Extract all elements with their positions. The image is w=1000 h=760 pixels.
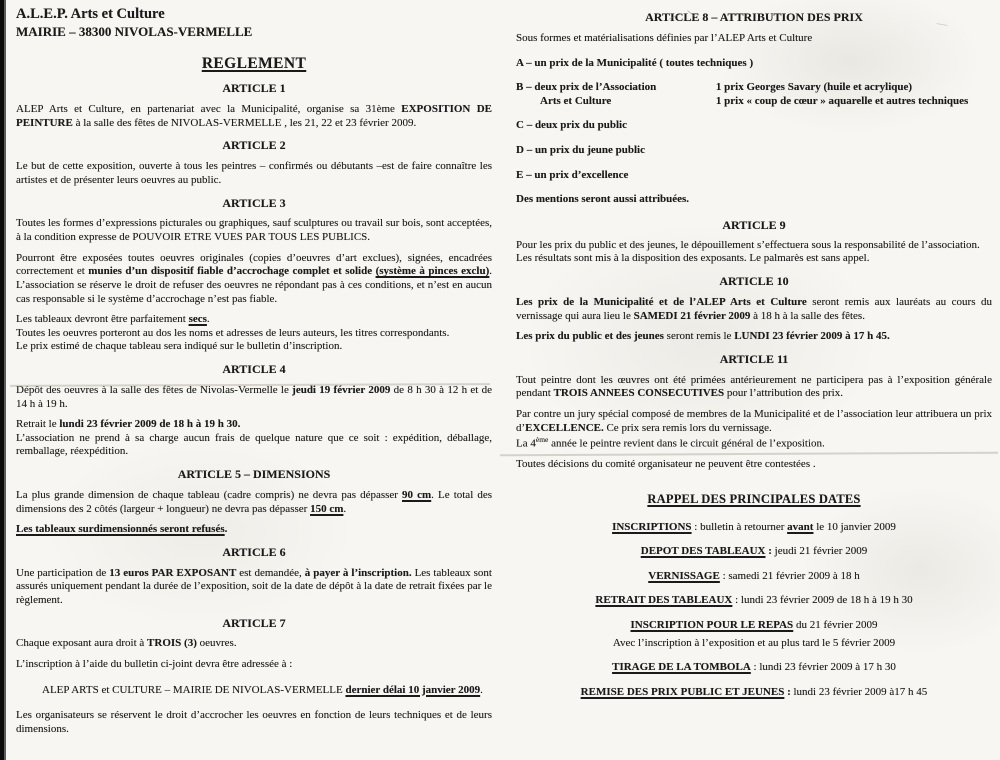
text-segment: Les organisateurs se réservent le droit d’accrocher les oeuvres en fonction de leurs techniques et de leurs dimensions. (16, 709, 492, 735)
text-segment: seront remis aux lauréats au cours du vernissage qui aura lieu le (516, 295, 992, 322)
text-segment: Pour les prix du public et des jeunes, le dépouillement s’effectuera sous la responsabilité de l’association. (516, 238, 980, 251)
text-segment: SAMEDI 21 février 2009 (633, 309, 751, 322)
text-segment: Pourront être exposées toutes oeuvres originales (copies d’oeuvres d’art exclues), signées, encadrées correctement et (16, 251, 492, 278)
text-segment: Les prix de la Municipalité et de l’ALEP Arts et Culture (516, 295, 807, 308)
text-segment: ARTICLE 11 (719, 351, 789, 366)
document-title (16, 54, 492, 73)
text-segment: Retrait le (16, 418, 60, 431)
paragraph (16, 432, 492, 459)
text-segment: LUNDI 23 février 2009 à 17 h 45. (734, 330, 890, 343)
text-segment: : (784, 685, 791, 698)
text-segment: ARTICLE 7 (222, 615, 286, 630)
right-column-text (516, 10, 992, 700)
text-segment: 90 cm (402, 488, 432, 501)
text-segment: Toutes décisions du comité organisateur ne peuvent être contestées . (516, 458, 816, 471)
text-segment: Le but de cette exposition, ouverte à tous les peintres – confirmés ou débutants –est de faire connaître les artistes et de présenter leurs oeuvres au public. (16, 160, 492, 186)
prize-label-line: B – deux prix de l’Association (516, 81, 657, 94)
article-heading (16, 616, 492, 631)
text-segment: ALEP Arts et Culture, en partenariat avec la Municipalité, organise sa 31ème (16, 103, 402, 116)
text-segment: à la salle des fêtes de NIVOLAS-VERMELLE , les 21, 22 et 23 février 2009. (72, 116, 417, 129)
paragraph (516, 169, 992, 183)
text-segment: Les tableaux surdimensionnés seront refusés (16, 523, 225, 536)
text-segment: dernier délai 10 janvier 2009 (345, 683, 481, 696)
paragraph (516, 374, 992, 401)
paragraph (516, 330, 992, 344)
paragraph (16, 418, 492, 432)
article-heading (516, 352, 992, 367)
text-segment: ARTICLE 3 (222, 195, 286, 210)
paragraph (16, 327, 492, 341)
date-depot (516, 545, 992, 559)
dates-section-title (516, 492, 992, 508)
text-segment: Les résultats sont mis à la disposition des exposants. Le palmarès est sans appel. (516, 252, 870, 265)
text-segment: Toutes les oeuvres porteront au dos les noms et adresses de leurs auteurs, les titres correspondants. (16, 326, 450, 339)
text-segment: secs (188, 313, 207, 326)
prize-detail-line: 1 prix Georges Savary (huile et acrylique) (715, 81, 913, 94)
text-segment: . L’association se réserve le droit de refuser des oeuvres ne répondant pas à ces conditions, et n’est en aucun cas responsable si le système d’accrochage n’est pas fiable. (16, 265, 493, 305)
text-segment: ARTICLE 5 – DIMENSIONS (177, 467, 331, 482)
text-segment: Sous formes et matérialisations définies par l’ALEP Arts et Culture (516, 31, 813, 44)
text-segment: VERNISSAGE (648, 569, 720, 582)
text-segment: : lundi 23 février 2009 à 17 h 30 (750, 661, 896, 674)
text-segment: lundi 23 février 2009 à17 h 45 (790, 685, 928, 698)
paragraph (16, 384, 492, 411)
paragraph (16, 340, 492, 354)
return-address (16, 684, 492, 698)
article-heading (16, 81, 492, 96)
text-segment: . (343, 502, 347, 515)
paragraph (16, 313, 492, 327)
text-segment: TROIS (3) (147, 637, 197, 650)
text-segment: A – un prix de la Municipalité ( toutes techniques ) (516, 56, 754, 69)
paragraph (516, 296, 992, 323)
text-segment: ARTICLE 2 (222, 138, 286, 153)
text-segment: jeudi 19 février 2009 (292, 383, 391, 396)
paragraph (16, 217, 492, 244)
text-segment: lundi 23 février 2009 de 18 h à 19 h 30. (59, 418, 241, 431)
left-column (16, 6, 492, 744)
article-heading (516, 274, 992, 289)
text-segment: à payer à l’inscription. (304, 566, 412, 579)
text-segment: Des mentions seront aussi attribuées. (516, 193, 690, 206)
date-remise-prix (516, 686, 992, 700)
paragraph (516, 193, 992, 207)
text-segment: EXPOSITION DE PEINTURE (16, 103, 492, 129)
paragraph (16, 637, 492, 651)
text-segment: Les tableaux sont assurés uniquement pendant la durée de l’exposition, soit de la date de dépôt à la date de retrait fixées par le règlement. (16, 566, 492, 606)
text-segment: est demandée, (236, 566, 305, 579)
text-segment: REMISE DES PRIX PUBLIC ET JEUNES (580, 685, 785, 698)
article-heading (516, 10, 992, 25)
text-segment: Avec l’inscription à l’exposition et au plus tard le 5 février 2009 (612, 636, 896, 649)
org-name: A.L.E.P. Arts et Culture (16, 6, 165, 22)
text-segment: Les prix du public et des jeunes (516, 330, 664, 343)
text-segment: Ce prix sera remis lors du vernissage. (603, 421, 772, 434)
text-segment: ARTICLE 9 (722, 217, 786, 232)
text-segment: 13 euros PAR EXPOSANT (109, 566, 237, 579)
text-segment: REGLEMENT (201, 55, 307, 73)
paragraph (516, 32, 992, 46)
paragraph (516, 239, 992, 253)
paragraph (16, 658, 492, 672)
text-segment: : samedi 21 février 2009 à 18 h (719, 569, 860, 582)
scan-edge-artifact (0, 0, 6, 760)
text-segment: le 10 janvier 2009 (813, 520, 896, 533)
text-segment: D – un prix du jeune public (516, 144, 645, 156)
paragraph (516, 408, 992, 435)
article-heading (516, 218, 992, 233)
date-tombola (516, 661, 992, 675)
text-segment: ARTICLE 6 (222, 544, 286, 559)
text-segment: Dépôt des oeuvres à la salle des fêtes de Nivolas-Vermelle le (16, 383, 293, 396)
text-segment: (système à pinces exclu) (375, 265, 490, 278)
paragraph (516, 57, 992, 71)
text-segment: TIRAGE DE LA TOMBOLA (612, 661, 751, 674)
text-segment: L’association ne prend à sa charge aucun frais de quelque nature que ce soit : expédition, déballage, remballage, réexpédition. (16, 431, 492, 458)
text-segment: à 18 h à la salle des fêtes. (750, 309, 865, 322)
text-segment: Le prix estimé de chaque tableau sera indiqué sur le bulletin d’inscription. (16, 340, 343, 353)
text-segment: RETRAIT DES TABLEAUX (595, 594, 733, 607)
paragraph (16, 252, 492, 307)
article-heading (16, 196, 492, 211)
paragraph (16, 103, 492, 130)
prize-row (516, 81, 992, 108)
paragraph (16, 567, 492, 608)
text-segment: . (206, 313, 210, 326)
text-segment: EXCELLENCE. (525, 421, 604, 434)
text-segment: : bulletin à retourner (691, 520, 788, 533)
text-segment: E – un prix d’excellence (516, 168, 629, 181)
text-segment: munies d’un dispositif fiable d’accrochage complet et solide (88, 265, 373, 278)
text-segment: La plus grande dimension de chaque tableau (cadre compris) ne devra pas dépasser (16, 488, 403, 501)
text-segment: L’inscription à l’aide du bulletin ci-joint devra être adressée à : (16, 658, 293, 671)
text-segment: Par contre un jury spécial composé de membres de la Municipalité et de l’association leur attribuera un prix d’ (516, 407, 992, 434)
text-segment: Les tableaux devront être parfaitement (16, 313, 189, 326)
paragraph (16, 489, 492, 516)
text-segment: Chaque exposant aura droit à (16, 637, 148, 650)
text-segment: . (480, 683, 483, 696)
text-segment: RAPPEL DES PRINCIPALES DATES (647, 492, 861, 507)
paragraph (516, 144, 992, 158)
text-segment: La 4 (516, 437, 536, 450)
text-segment: seront remis le (663, 330, 735, 343)
text-segment: Toutes les formes d’expressions picturales ou graphiques, sauf sculptures ou travail sur bois, sont acceptées, à la condition expresse de POUVOIR ETRE VUES PAR TOUS LES PUBLICS. (16, 217, 492, 244)
text-segment: du 21 février 2009 (793, 619, 878, 632)
org-address: MAIRIE – 38300 NIVOLAS-VERMELLE (16, 23, 253, 39)
paragraph (16, 709, 492, 736)
text-segment: DEPOT DES TABLEAUX (640, 545, 766, 558)
text-segment: ARTICLE 8 – ATTRIBUTION DES PRIX (645, 10, 863, 24)
article-heading (16, 138, 492, 153)
text-segment: : lundi 23 février 2009 de 18 h à 19 h 30 (732, 594, 913, 607)
date-inscriptions (516, 521, 992, 535)
article-heading (16, 545, 492, 560)
text-segment: Tout peintre dont les œuvres ont été primées antérieurement ne participera pas à l’exposition générale pendant (516, 373, 992, 400)
text-segment: année le peintre revient dans le circuit général de l’exposition. (548, 437, 825, 450)
date-repas (516, 619, 992, 633)
text-segment: TROIS ANNEES CONSECUTIVES (553, 387, 725, 400)
prize-detail-line: 1 prix « coup de cœur » aquarelle et autres techniques (715, 94, 969, 107)
paragraph (16, 523, 492, 537)
text-segment: ARTICLE 10 (719, 274, 789, 288)
text-segment: ARTICLE 4 (222, 362, 286, 377)
left-column-text (16, 54, 492, 736)
text-segment: 150 cm (310, 502, 344, 515)
paragraph (516, 119, 992, 133)
paragraph (516, 458, 992, 472)
date-vernissage (516, 570, 992, 584)
text-segment: INSCRIPTIONS (612, 520, 692, 533)
text-segment: jeudi 21 février 2009 (771, 545, 868, 558)
text-segment: de 8 h 30 à 12 h et de 14 h à 19 h. (16, 383, 492, 410)
text-segment: . Le total des dimensions des 2 côtés (largeur + longueur) ne devra pas dépasser (16, 488, 492, 515)
paragraph (516, 252, 992, 266)
date-repas-note (516, 637, 992, 651)
paragraph (16, 160, 492, 187)
paragraph (516, 435, 992, 451)
text-segment: C – deux prix du public (516, 119, 627, 132)
text-segment: ALEP ARTS et CULTURE – MAIRIE DE NIVOLAS-VERMELLE (42, 683, 346, 696)
text-segment: pour l’attribution des prix. (724, 387, 843, 400)
text-segment: . (224, 523, 228, 536)
text-segment: avant (787, 520, 814, 533)
article-heading (16, 362, 492, 377)
article-heading (16, 467, 492, 482)
text-segment: : (765, 545, 772, 558)
org-header (16, 6, 492, 40)
prize-label-line: Arts et Culture (540, 94, 612, 107)
text-segment: oeuvres. (196, 637, 237, 650)
right-column (516, 6, 992, 744)
text-segment: Une participation de (16, 566, 110, 579)
date-retrait (516, 594, 992, 608)
text-segment: ARTICLE 1 (222, 81, 286, 96)
text-segment: INSCRIPTION POUR LE REPAS (630, 619, 794, 632)
text-segment: ème (535, 435, 549, 445)
